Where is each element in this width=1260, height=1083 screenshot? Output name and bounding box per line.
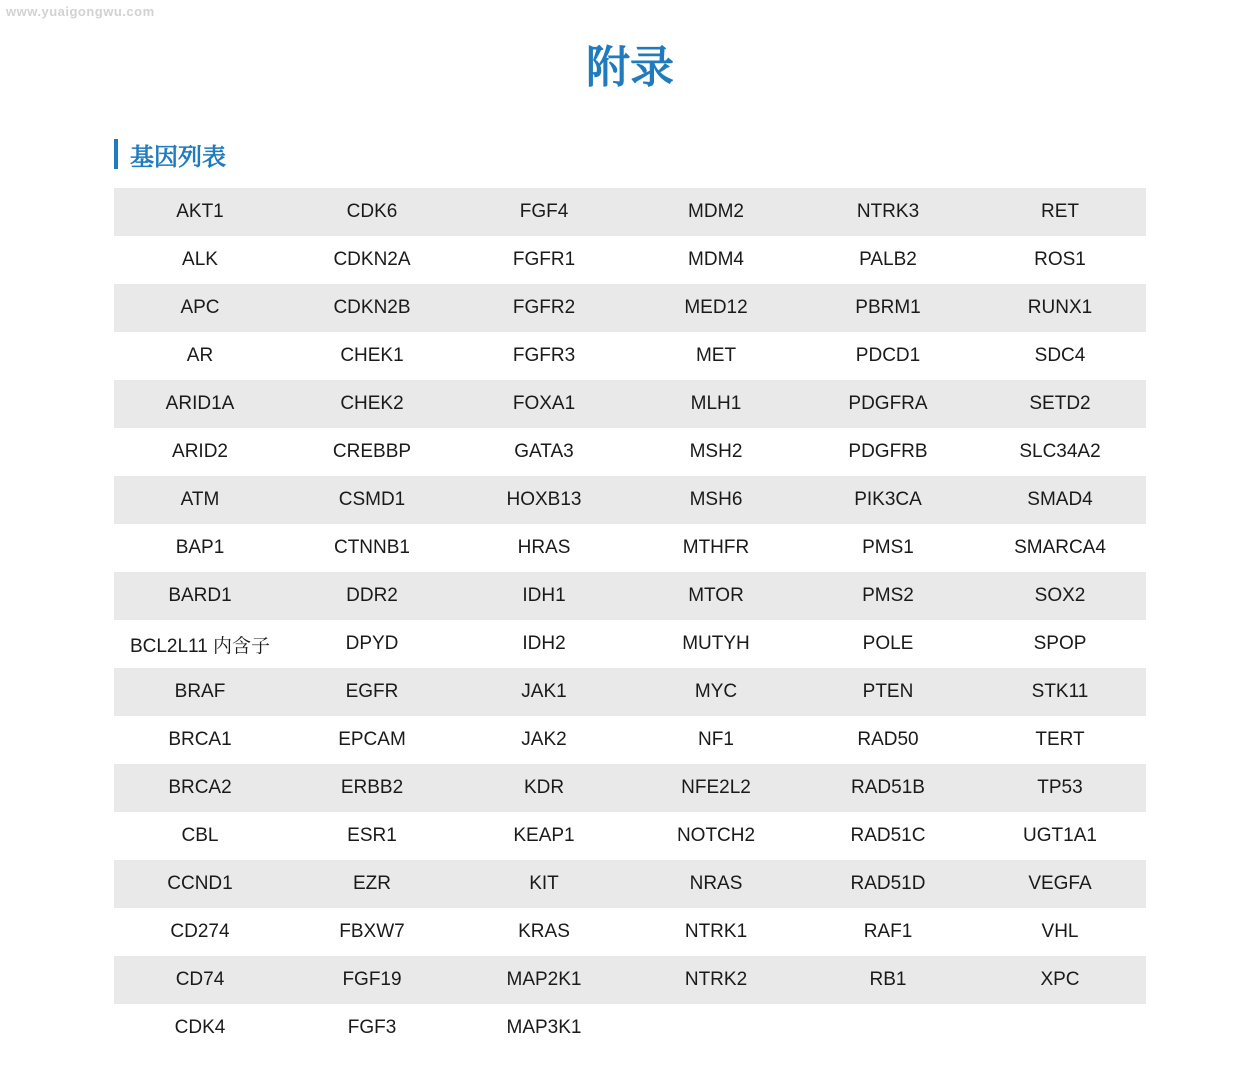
gene-cell: PMS1 [802,524,974,572]
gene-cell: NRAS [630,860,802,908]
gene-table-body [114,188,1146,1052]
gene-cell: CDK6 [286,188,458,236]
gene-cell: BRCA1 [114,716,286,764]
gene-cell: CREBBP [286,428,458,476]
table-row [114,188,1146,236]
gene-cell: RAD50 [802,716,974,764]
gene-cell: ERBB2 [286,764,458,812]
gene-cell: TERT [974,716,1146,764]
gene-cell: IDH1 [458,572,630,620]
table-row [114,716,1146,764]
gene-cell: EZR [286,860,458,908]
gene-cell: MDM2 [630,188,802,236]
gene-cell: FOXA1 [458,380,630,428]
gene-cell: EGFR [286,668,458,716]
gene-cell: FGFR1 [458,236,630,284]
gene-cell: DDR2 [286,572,458,620]
gene-cell: SETD2 [974,380,1146,428]
gene-cell: JAK1 [458,668,630,716]
gene-cell: FGF19 [286,956,458,1004]
gene-cell: CTNNB1 [286,524,458,572]
gene-cell: MED12 [630,284,802,332]
gene-cell: PBRM1 [802,284,974,332]
gene-cell: FGF3 [286,1004,458,1052]
gene-cell: KIT [458,860,630,908]
gene-cell: SOX2 [974,572,1146,620]
gene-cell: FGFR3 [458,332,630,380]
table-row [114,332,1146,380]
table-row [114,956,1146,1004]
gene-cell: ALK [114,236,286,284]
gene-cell: HRAS [458,524,630,572]
table-row [114,476,1146,524]
gene-cell: SPOP [974,620,1146,668]
gene-cell: ESR1 [286,812,458,860]
gene-cell: CBL [114,812,286,860]
gene-cell: CD274 [114,908,286,956]
gene-cell: MDM4 [630,236,802,284]
gene-cell: JAK2 [458,716,630,764]
gene-cell: CCND1 [114,860,286,908]
gene-cell: RAD51D [802,860,974,908]
gene-cell: RAF1 [802,908,974,956]
gene-cell: SLC34A2 [974,428,1146,476]
gene-cell: MSH2 [630,428,802,476]
section-accent-bar [114,139,118,169]
gene-cell: ARID1A [114,380,286,428]
gene-cell: MYC [630,668,802,716]
gene-cell: GATA3 [458,428,630,476]
table-row [114,236,1146,284]
gene-cell: FGFR2 [458,284,630,332]
gene-cell: CSMD1 [286,476,458,524]
gene-cell: PMS2 [802,572,974,620]
gene-cell: CDKN2A [286,236,458,284]
gene-cell: MTOR [630,572,802,620]
gene-cell: CDK4 [114,1004,286,1052]
gene-cell: STK11 [974,668,1146,716]
gene-cell: CHEK1 [286,332,458,380]
gene-cell: SMARCA4 [974,524,1146,572]
gene-cell: NF1 [630,716,802,764]
table-row [114,908,1146,956]
gene-cell: CDKN2B [286,284,458,332]
gene-cell: SMAD4 [974,476,1146,524]
gene-cell: PDCD1 [802,332,974,380]
gene-cell: DPYD [286,620,458,668]
gene-cell: RAD51B [802,764,974,812]
gene-cell: RB1 [802,956,974,1004]
gene-cell: MSH6 [630,476,802,524]
table-row [114,572,1146,620]
gene-cell: KEAP1 [458,812,630,860]
gene-cell: PDGFRA [802,380,974,428]
gene-cell: ROS1 [974,236,1146,284]
gene-cell: TP53 [974,764,1146,812]
table-row [114,764,1146,812]
gene-cell: RAD51C [802,812,974,860]
gene-cell: CHEK2 [286,380,458,428]
table-row [114,428,1146,476]
gene-cell: NTRK2 [630,956,802,1004]
gene-cell: RUNX1 [974,284,1146,332]
table-row [114,860,1146,908]
table-row [114,284,1146,332]
table-row [114,812,1146,860]
gene-cell: POLE [802,620,974,668]
gene-cell: BRAF [114,668,286,716]
table-row [114,1004,1146,1052]
gene-cell: PALB2 [802,236,974,284]
gene-cell: BRCA2 [114,764,286,812]
gene-cell: BAP1 [114,524,286,572]
gene-cell [802,1004,974,1052]
table-row [114,668,1146,716]
gene-cell: CD74 [114,956,286,1004]
gene-cell: BARD1 [114,572,286,620]
gene-cell: NTRK3 [802,188,974,236]
gene-cell [630,1004,802,1052]
gene-cell: BCL2L11 内含子 [114,620,286,668]
gene-cell: MLH1 [630,380,802,428]
gene-cell: AKT1 [114,188,286,236]
gene-cell: MET [630,332,802,380]
page-title: 附录 [586,42,674,93]
gene-cell: NFE2L2 [630,764,802,812]
section-heading [114,136,226,172]
gene-cell: HOXB13 [458,476,630,524]
gene-cell: APC [114,284,286,332]
gene-cell: KRAS [458,908,630,956]
gene-cell: FGF4 [458,188,630,236]
gene-cell: ATM [114,476,286,524]
gene-cell: XPC [974,956,1146,1004]
gene-cell: UGT1A1 [974,812,1146,860]
gene-cell: AR [114,332,286,380]
gene-cell: NOTCH2 [630,812,802,860]
table-row [114,620,1146,668]
gene-cell: PTEN [802,668,974,716]
gene-cell: IDH2 [458,620,630,668]
gene-cell: MTHFR [630,524,802,572]
gene-cell: ARID2 [114,428,286,476]
watermark: www.yuaigongwu.com [6,4,155,19]
gene-cell: KDR [458,764,630,812]
table-row [114,524,1146,572]
gene-cell [974,1004,1146,1052]
gene-cell: MAP2K1 [458,956,630,1004]
section-title: 基因列表 [130,142,226,171]
gene-cell: MAP3K1 [458,1004,630,1052]
gene-cell: VEGFA [974,860,1146,908]
gene-cell: SDC4 [974,332,1146,380]
gene-cell: PDGFRB [802,428,974,476]
gene-cell: VHL [974,908,1146,956]
gene-cell: NTRK1 [630,908,802,956]
gene-table [114,188,1146,1052]
gene-cell: PIK3CA [802,476,974,524]
gene-cell: RET [974,188,1146,236]
gene-cell: EPCAM [286,716,458,764]
gene-cell: MUTYH [630,620,802,668]
table-row [114,380,1146,428]
gene-cell: FBXW7 [286,908,458,956]
